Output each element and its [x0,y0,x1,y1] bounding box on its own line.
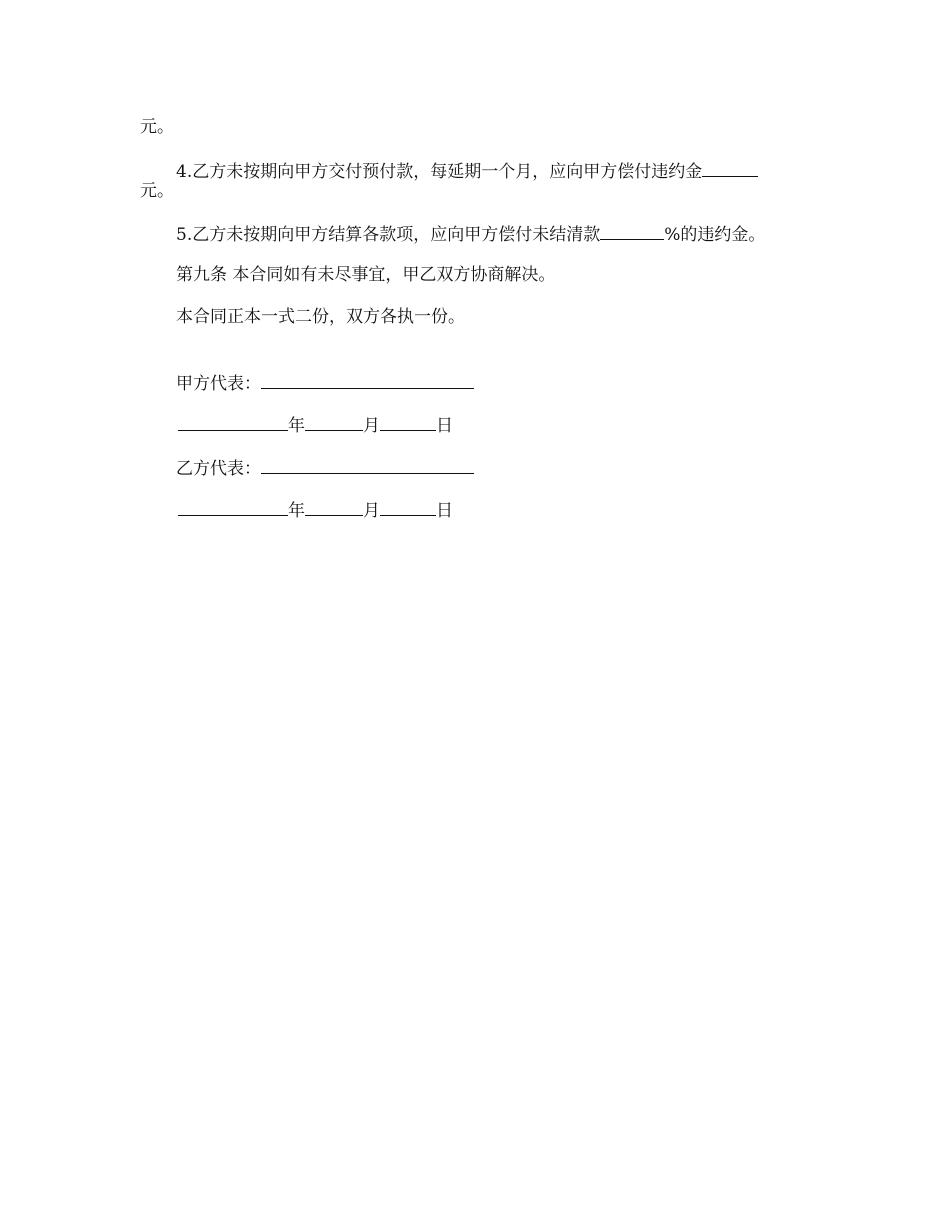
penalty-amount-blank[interactable] [702,158,758,177]
party-a-day-blank[interactable] [380,412,436,431]
clause-4-text: 4.乙方未按期向甲方交付预付款，每延期一个月，应向甲方偿付违约金 [176,162,703,182]
clause-5-text: 5.乙方未按期向甲方结算各款项，应向甲方偿付未结清款 [176,225,601,245]
party-b-date [178,497,453,522]
clause-4-continuation: 元。 [140,181,174,201]
party-a-signature [176,370,474,395]
day-label: 日 [436,416,453,436]
party-b-signature-blank[interactable] [261,455,474,474]
article-9: 第九条 本合同如有未尽事宜，甲乙双方协商解决。 [176,265,556,285]
party-a-month-blank[interactable] [305,412,363,431]
party-a-label: 甲方代表： [176,374,261,394]
continuation-text: 元。 [140,117,174,137]
clause-4 [176,158,758,183]
clause-5 [176,221,765,246]
month-label: 月 [363,501,380,521]
day-label: 日 [436,501,453,521]
party-b-label: 乙方代表： [176,459,261,479]
party-a-year-blank[interactable] [178,412,288,431]
month-label: 月 [363,416,380,436]
copies-clause: 本合同正本一式二份，双方各执一份。 [176,307,465,327]
party-b-signature [176,455,474,480]
penalty-percent-blank[interactable] [600,221,664,240]
year-label: 年 [288,416,305,436]
party-a-date [178,412,453,437]
year-label: 年 [288,501,305,521]
party-b-day-blank[interactable] [380,497,436,516]
party-a-signature-blank[interactable] [261,370,474,389]
clause-5-suffix: %的违约金。 [664,225,766,245]
party-b-year-blank[interactable] [178,497,288,516]
party-b-month-blank[interactable] [305,497,363,516]
